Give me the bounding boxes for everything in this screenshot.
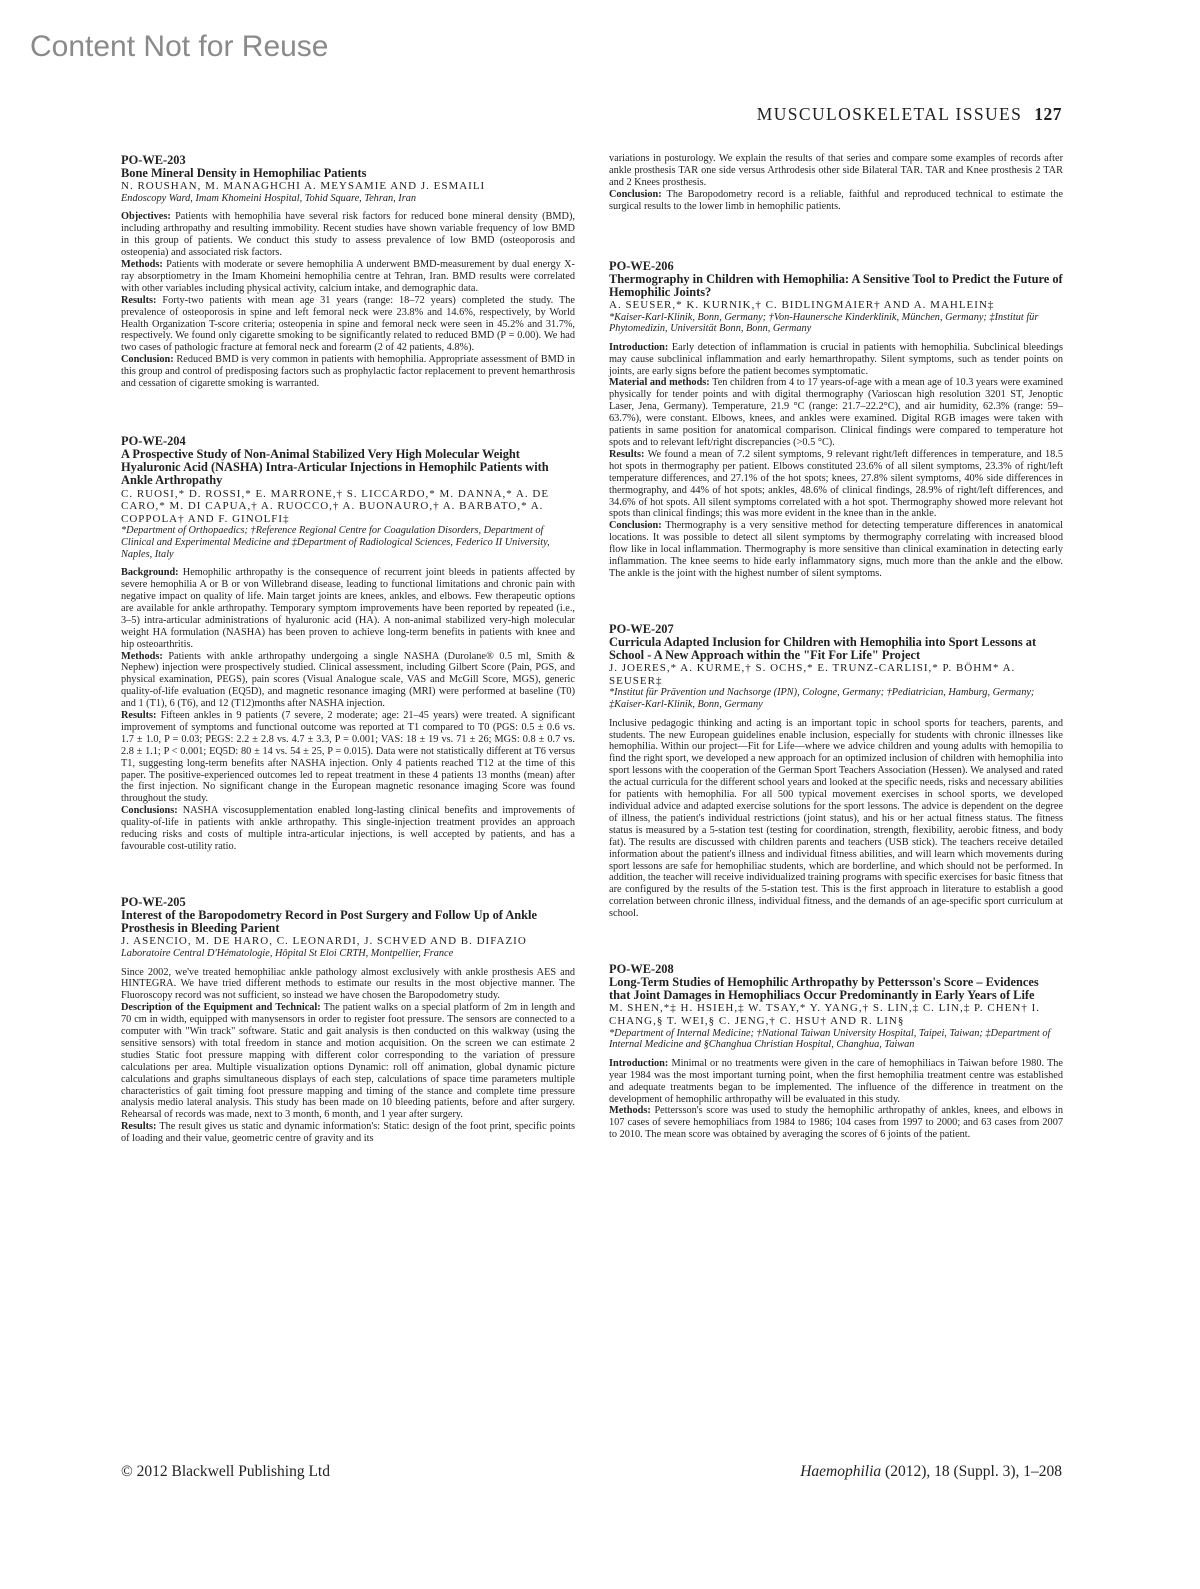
page-number: 127 (1034, 104, 1062, 124)
abstract-authors: A. SEUSER,* K. KURNIK,† C. BIDLINGMAIER† AND A. MAHLEIN‡ (609, 298, 995, 311)
abstract-title: Bone Mineral Density in Hemophiliac Patients (121, 166, 367, 180)
abstract-body (121, 211, 575, 390)
section-title: MUSCULOSKELETAL ISSUES (756, 104, 1023, 124)
running-head (757, 104, 1062, 125)
right-column (609, 153, 1063, 1141)
abstract-authors: J. ASENCIO, M. DE HARO, C. LEONARDI, J. SCHVED AND B. DIFAZIO (121, 935, 527, 948)
watermark: Content Not for Reuse (30, 30, 329, 63)
abstract-paragraph: Methods: Pettersson's score was used to study the hemophilic arthropathy of ankles, knees, and elbows in 107 cases of severe hemophiliacs from 1984 to 1986; 104 cases from 1997 to 2000; and 63 cases from 2007 to 2010. The mean score was obtained by averaging the scores of 6 joints of the patient. (609, 1105, 1063, 1141)
left-column (121, 153, 575, 1145)
abstract-authors: C. RUOSI,* D. ROSSI,* E. MARRONE,† S. LICCARDO,* M. DANNA,* A. DE CARO,* M. DI CAPUA,† A. RUOCCO,† A. BUONAURO,† A. BARBATO,* A. COPPOLA† AND F. GINOLFI‡ (121, 487, 550, 525)
abstract-body (609, 718, 1063, 920)
abstract-affiliation: *Institut für Prävention und Nachsorge (IPN), Cologne, Germany; †Pediatrician, Hamburg, Germany; ‡Kaiser-Karl-Klinik, Bonn, Germany (609, 687, 1035, 711)
abstract-authors: M. SHEN,*‡ H. HSIEH,‡ W. TSAY,* Y. YANG,† S. LIN,‡ C. LIN,‡ P. CHEN† I. CHANG,§ T. WEI,§ C. JENG,† C. HSU† AND R. LIN§ (609, 1002, 1040, 1028)
abstract-affiliation: Laboratoire Central D'Hématologie, Hôpital St Eloi CRTH, Montpellier, France (121, 947, 454, 959)
abstract-id: PO-WE-203 (121, 153, 186, 167)
abstract-paragraph: Methods: Patients with ankle arthropathy undergoing a single NASHA (Durolane® 0.5 ml, Smith & Nephew) injection were prospectively studied. Clinical assessment, including Gilbert Score (Pain, PGS, and physical examination, PEGS), pain scores (Visual Analogue scale, VAS and McGill Score, MGS), generic quality-of-life evaluation (EQ5D), and magnetic resonance imaging (MRI) were performed at baseline (T0) and 1 (T1), 6 (T6), and 12 (T12)months after NASHA injection. (121, 650, 575, 710)
abstract-paragraph: Results: The result gives us static and dynamic information's: Static: design of the foot print, specific points of loading and their value, geometric centre of gravity and its (121, 1121, 575, 1145)
abstract-po-we-204 (121, 434, 575, 853)
abstract-id: PO-WE-206 (609, 258, 674, 273)
abstract-po-we-207 (609, 622, 1063, 920)
abstract-body (121, 967, 575, 1146)
abstract-title: A Prospective Study of Non-Animal Stabilized Very High Molecular Weight Hyaluronic Acid (NASHA) Intra-Articular Injections in Hemophilc Patients with Ankle Arthropathy (121, 446, 549, 488)
abstract-title: Thermography in Children with Hemophilia: A Sensitive Tool to Predict the Future of Hemophilic Joints? (609, 271, 1063, 299)
continuation-paragraph: variations in posturology. We explain the results of that series and compare some examples of records after ankle prosthesis TAR one side versus Arthrodesis other side Bilateral TAR. TAR and Knee prosthesis 2 TAR and 2 Knees prosthesis. (609, 153, 1063, 188)
footer-citation (800, 1463, 1062, 1481)
abstract-paragraph: Conclusion: Thermography is a very sensitive method for detecting temperature differences in anatomical locations. It was possible to detect all silent symptoms by thermography correlating with increased blood flow like in local inflammation. Thermography is more sensitive than clinical examination in detecting early inflammation. The knee seems to hide early inflammatory signs, much more than the ankle and the elbow. The ankle is the joint with the highest number of silent symptoms. (609, 520, 1063, 579)
abstract-paragraph: Inclusive pedagogic thinking and acting is an important topic in school sports for teachers, parents, and students. The new European guidelines enable inclusion, especially for students with chronic illnesses like hemophilia. Within our project—Fit for Life—where we advice children and young adults with hemopilia to find the right sport, we developed a new approach for an optimized inclusion of children with hemophilia into sport lessons with the cooperation of the German Sport Teachers Association (Hessen). We analysed and rated the actual curricula for the different school years and looked at the specific needs, risks and necessary abilities for patients with hemophilia. For all 500 typical movement exercises in school sports, we developed individual advice and adapted exercise solutions for the sport lessons. The advice is dependent on the degree of illness, the patient's individual restrictions (joint status), and his or her actual fitness status. The fitness status is measured by a 5-station test (testing for coordination, strength, flexibility, aerobic fitness, and body fat). The results are discussed with children parents and teachers (USB stick). The teachers receive detailed information about the patient's illness and individual fitness abilities, and will learn which movements during sport lessons are safe for hemophiliac students, which are borderline, and which should not be performed. In addition, the teacher will receive individualized training programs with specific exercises for basic fitness that are configured by the results of the 5-station test. This is the first approach in literature to establish a good correlation between chronic illness, individual fitness, and the demands of an age-specific sport curriculum at school. (609, 717, 1063, 920)
abstract-paragraph: Introduction: Minimal or no treatments were given in the care of hemophiliacs in Taiwan before 1980. The year 1984 was the most important turning point, when the first hemophilia treatment centre was established and adequate treatments began to be implemented. The influence of the difference in treatment on the development of hemophilic arthropathy will be evaluated in this study. (609, 1057, 1063, 1105)
abstract-po-we-205 (121, 895, 575, 1145)
abstract-po-we-203 (121, 153, 575, 390)
citation-details: (2012), 18 (Suppl. 3), 1–208 (881, 1463, 1062, 1480)
continuation-paragraph: Conclusion: The Baropodometry record is a reliable, faithful and reproduced technical to estimate the surgical results to the lower limb in hemophilic patients. (609, 188, 1063, 212)
abstract-paragraph: Methods: Patients with moderate or severe hemophilia A underwent BMD-measurement by dual energy X-ray absorptiometry in the Imam Khomeini hemophilia centre at Tehran, Iran. BMD results were correlated with other variables including physical activity, calcium intake, and demographic data. (121, 259, 575, 294)
abstract-paragraph: Objectives: Patients with hemophilia have several risk factors for reduced bone mineral density (BMD), including arthropathy and resulting immobility. Recent studies have shown variable frequency of low BMD in this group of patients. We conduct this study to assess prevalence of low BMD (osteoporosis and osteopenia) and associated risk factors. (121, 211, 575, 259)
abstract-affiliation: *Department of Orthopaedics; †Reference Regional Centre for Coagulation Disorders, Department of Clinical and Experimental Medicine and ‡Department of Radiological Sciences, Federico II University, Naples, Italy (121, 525, 550, 560)
abstract-paragraph: Description of the Equipment and Technical: The patient walks on a special platform of 2m in length and 70 cm in width, equipped with manysensors in order to register foot pressure. The sensors are connected to a computer with "Win track" software. Static and gait analysis is then conducted on this walkway (using the sensitive sensors) with total freedom in stance and motion acquisition. On the screen we can estimate 2 studies Static foot pressure mapping with different color corresponding to the variation of pressure calculations per area. Multiple visualization options Dynamic: roll off animation, global dynamic picture calculations and graphs simultaneous displays of each step, calculations of space time parameters multiple characteristics of gait timing foot pressure mapping and timing of the stance and complete time pressure analysis medio lateral analysis. This study has been made on 10 bleeding patients, before and after surgery. Rehearsal of records was made, next to 3 month, 6 month, and 1 year after surgery. (121, 1002, 576, 1121)
abstract-paragraph: Results: Forty-two patients with mean age 31 years (range: 18–72 years) completed the study. The prevalence of osteoporosis in spine and left femoral neck were 23.8% and 14.6%, respectively, by World Health Organization T-score criteria; osteopenia in spine and femoral neck were seen in 45.2% and 31.7%, respectively. We found only cigarette smoking to be significantly related to reduced BMD (P = 0.00). We had two cases of pathologic fracture at femoral neck and forearm (2 of 42 patients, 4.8%). (121, 294, 575, 354)
abstract-paragraph: Introduction: Early detection of inflammation is crucial in patients with hemophilia. Subclinical bleedings may cause subclinical inflammation and early hemarthropathy. Silent symptoms, such as tender points on joints, are early signs before the patient becomes symptomatic. (609, 341, 1063, 377)
abstract-paragraph: Conclusion: Reduced BMD is very common in patients with hemophilia. Appropriate assessment of BMD in this group and control of predisposing factors such as prophylactic factor replacement to prevent hemarthrosis and cessation of cigarette smoking is warranted. (121, 354, 575, 390)
abstract-body (609, 342, 1063, 580)
abstract-title: Interest of the Baropodometry Record in Post Surgery and Follow Up of Ankle Prosthesis in Bleeding Parient (121, 907, 537, 936)
abstract-title: Long-Term Studies of Hemophilic Arthropathy by Pettersson's Score – Evidences that Joint Damages in Hemophiliacs Occur Predominantly in Early Years of Life (609, 975, 1039, 1003)
abstract-paragraph: Background: Hemophilic arthropathy is the consequence of recurrent joint bleeds in patients affected by severe hemophilia A or B or von Willebrand disease, leading to functional limitations and chronic pain with negative impact on quality of life. Main target joints are knees, ankles, and elbows. Few therapeutic options are available for ankle arthropathy. Temporary symptom improvements have been reported by repeated (i.e., 3–5) intra-articular administrations of hyaluronic acid (HA). A non-animal stabilized very-high molecular weight HA formulation (NASHA) has been proven to achieve long-term benefits in patients with knee and hip osteoarthritis. (121, 567, 575, 650)
abstract-paragraph: Results: Fifteen ankles in 9 patients (7 severe, 2 moderate; age: 21–45 years) were treated. A significant improvement of symptoms and functional outcome was reported at T1 compared to T0 (PGS: 0.5 ± 0.6 vs. 1.7 ± 1.0, P = 0.03; PEGS: 2.2 ± 2.8 vs. 4.7 ± 3.3, P = 0.001; VAS: 18 ± 19 vs. 71 ± 26; MGS: 0.8 ± 0.7 vs. 2.8 ± 1.1; P < 0.001; EQ5D: 80 ± 14 vs. 54 ± 25, P = 0.015). Data were not statistically different at T6 versus T1, suggesting long-term benefits after NASHA injection. Only 4 patients reached T12 at the time of this paper. The positive-experienced outcomes led to repeat treatment in these 4 patients 13 months (mean) after the first injection. No significant change in the European magnetic resonance imaging Score was found throughout the study. (121, 710, 575, 805)
abstract-id: PO-WE-204 (121, 433, 186, 448)
abstract-continuation (609, 153, 1063, 213)
abstract-authors: J. JOERES,* A. KURME,† S. OCHS,* E. TRUNZ-CARLISI,* P. BÖHM* A. SEUSER‡ (609, 662, 1016, 687)
abstract-affiliation: *Department of Internal Medicine; †National Taiwan University Hospital, Taipei, Taiwan; ‡Department of Internal Medicine and §Changhua Christian Hospital, Changhua, Taiwan (609, 1027, 1051, 1051)
abstract-paragraph: Conclusions: NASHA viscosupplementation enabled long-lasting clinical benefits and improvements of quality-of-life in patients with ankle arthropathy. This single-injection treatment provides an approach reducing risks and costs of multiple intra-articular injections, is well accepted by patients, and has a favourable cost-utility ratio. (121, 805, 575, 852)
journal-name: Haemophilia (800, 1463, 882, 1480)
abstract-id: PO-WE-205 (121, 894, 186, 909)
abstract-body (121, 567, 575, 853)
footer-copyright: © 2012 Blackwell Publishing Ltd (121, 1463, 330, 1480)
abstract-id: PO-WE-208 (609, 962, 674, 977)
abstract-affiliation: Endoscopy Ward, Imam Khomeini Hospital, Tohid Square, Tehran, Iran (121, 192, 416, 204)
abstract-id: PO-WE-207 (609, 621, 674, 636)
abstract-po-we-208 (609, 962, 1063, 1141)
abstract-paragraph: Results: We found a mean of 7.2 silent symptoms, 9 relevant right/left differences in temperature, and 18.5 hot spots in thermography per patient. Elbows constituted 23.6% of all silent symptoms, 23.3% of right/left temperature differences, and 27.1% of the hot spots; knees, 27.8% silent symptoms, 40% side differences in thermography, and 44% of hot spots; ankles, 48.6% of clinical findings, 28.9% of right/left differences, and 34.6% of hot spots. All silent symptoms correlated with a hot spot. Thermography showed more relevant hot spots than clinical findings; this was more evident in the knee than in the ankle. (609, 448, 1063, 520)
abstract-paragraph: Since 2002, we've treated hemophiliac ankle pathology almost exclusively with ankle prosthesis AES and HINTEGRA. We have tried different methods to estimate our results in the most objective manner. The Fluoroscopy record was not sufficient, so instead we have chosen the Baropodometry study. (121, 966, 575, 1002)
abstract-po-we-206 (609, 259, 1063, 580)
abstract-body (609, 1058, 1063, 1141)
abstract-title: Curricula Adapted Inclusion for Children with Hemophilia into Sport Lessons at School - A New Approach within the "Fit For Life" Project (609, 634, 1037, 663)
abstract-authors: N. ROUSHAN, M. MANAGHCHI A. MEYSAMIE AND J. ESMAILI (121, 180, 486, 193)
abstract-paragraph: Material and methods: Ten children from 4 to 17 years-of-age with a mean age of 10.3 years were examined physically for tender points and with digital thermography (Varioscan high resolution 3201 ST, Jenoptic Laser, Jena, Germany). Temperature, 21.9 °C (range: 21.7–22.2°C), and air humidity, 62.3% (range: 59–63.7%), were constant. Elbows, knees, and ankles were examined. Digital RGB images were taken with patients in same position for anatomical comparison. Clinical findings were compared to temperature hot spots and to relevant left/right discrepancies (>0.5 °C). (609, 377, 1063, 448)
abstract-affiliation: *Kaiser-Karl-Klinik, Bonn, Germany; †Von-Haunersche Kinderklinik, München, Germany; ‡Institut für Phytomedizin, Universität Bonn, Bonn, Germany (609, 311, 1039, 335)
